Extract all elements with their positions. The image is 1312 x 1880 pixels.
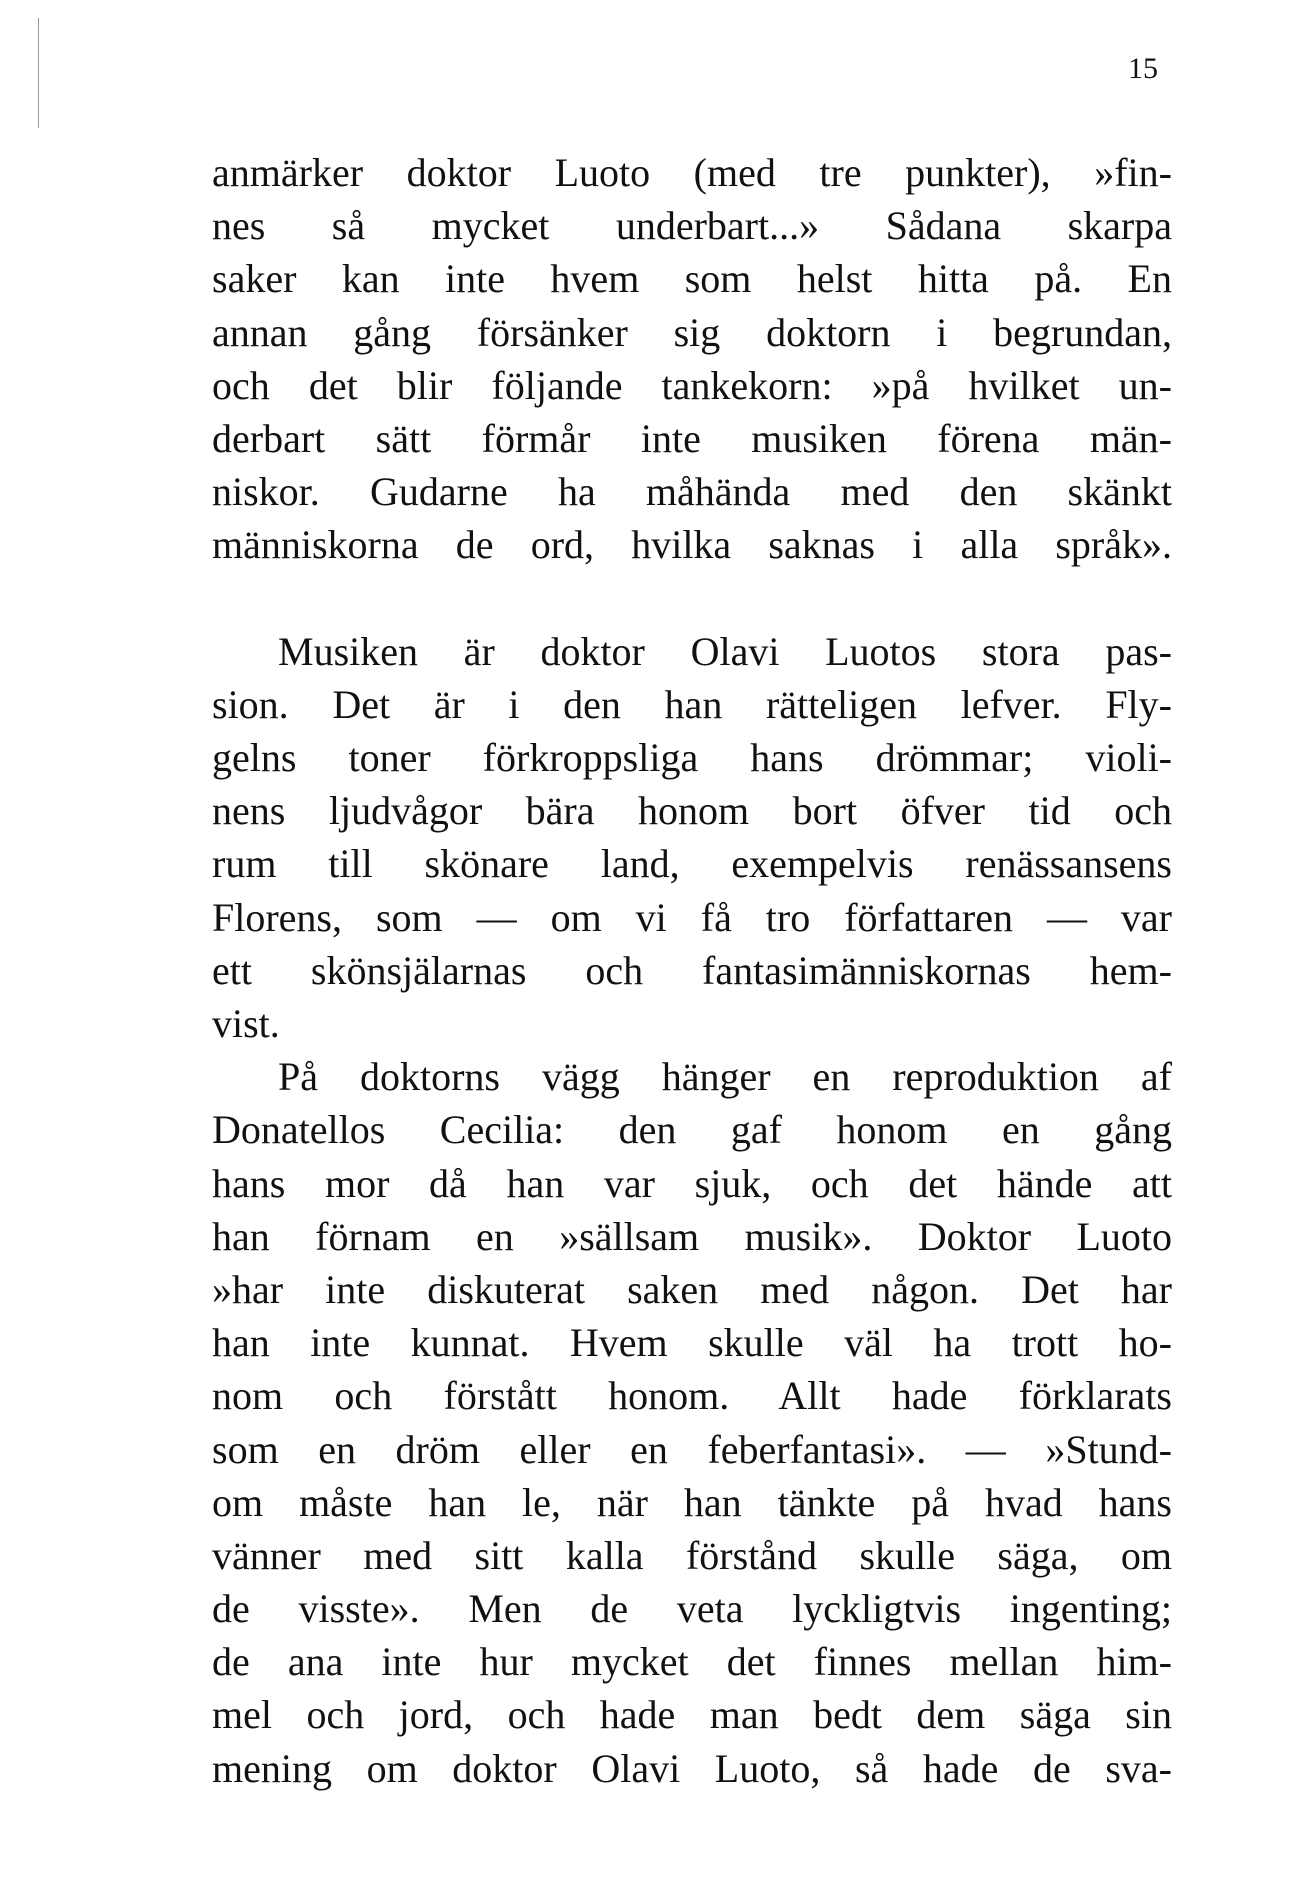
- paragraph: [212, 146, 1172, 572]
- text-line: niskor. Gudarne ha måhända med den skänkt: [212, 469, 1172, 515]
- text-line: Musiken är doktor Olavi Luotos stora pas-: [278, 628, 1172, 674]
- text-line: om måste han le, när han tänkte på hvad hans: [212, 1479, 1172, 1525]
- text-line: hans mor då han var sjuk, och det hände att: [212, 1160, 1172, 1206]
- text-line: mel och jord, och hade man bedt dem säga sin: [212, 1692, 1172, 1738]
- text-line: Donatellos Cecilia: den gaf honom en gång: [212, 1107, 1172, 1153]
- text-line: och det blir följande tankekorn: »på hvilket un-: [212, 362, 1172, 408]
- text-line: han inte kunnat. Hvem skulle väl ha trott ho-: [212, 1320, 1172, 1366]
- text-line: Florens, som — om vi få tro författaren — var: [212, 894, 1172, 940]
- text-line: sion. Det är i den han rätteligen lefver. Fly-: [212, 681, 1172, 727]
- text-line: nens ljudvågor bära honom bort öfver tid och: [212, 788, 1172, 834]
- text-line: vänner med sitt kalla förstånd skulle säga, om: [212, 1532, 1172, 1578]
- text-line: nom och förstått honom. Allt hade förklarats: [212, 1373, 1172, 1419]
- text-line: anmärker doktor Luoto (med tre punkter), »fin-: [212, 150, 1172, 195]
- text-line: rum till skönare land, exempelvis renässansens: [212, 841, 1172, 887]
- text-line: annan gång försänker sig doktorn i begrundan,: [212, 309, 1172, 355]
- text-line: de visste». Men de veta lyckligtvis ingenting;: [212, 1586, 1172, 1632]
- paragraph: [212, 1050, 1172, 1795]
- text-line: gelns toner förkroppsliga hans drömmar; violi-: [212, 735, 1172, 781]
- text-line: vist.: [212, 1001, 280, 1046]
- text-line: ett skönsjälarnas och fantasimänniskornas hem-: [212, 947, 1172, 993]
- text-line: de ana inte hur mycket det finnes mellan him-: [212, 1639, 1172, 1685]
- text-line: »har inte diskuterat saken med någon. Det har: [212, 1266, 1172, 1312]
- text-line: På doktorns vägg hänger en reproduktion af: [278, 1054, 1172, 1100]
- text-line: nes så mycket underbart...» Sådana skarpa: [212, 203, 1172, 249]
- text-line: som en dröm eller en feberfantasi». — »Stund-: [212, 1426, 1172, 1472]
- body-text: [212, 146, 1172, 1795]
- text-line: människorna de ord, hvilka saknas i alla språk».: [212, 522, 1172, 568]
- text-line: saker kan inte hvem som helst hitta på. En: [212, 256, 1172, 302]
- scan-edge-line: [38, 18, 39, 128]
- text-line: derbart sätt förmår inte musiken förena män-: [212, 415, 1172, 461]
- page-number: 15: [1128, 52, 1158, 85]
- paragraph-gap: [212, 572, 1172, 625]
- text-line: mening om doktor Olavi Luoto, så hade de sva-: [212, 1745, 1172, 1791]
- text-line: han förnam en »sällsam musik». Doktor Luoto: [212, 1213, 1172, 1259]
- paragraph: [212, 625, 1172, 1051]
